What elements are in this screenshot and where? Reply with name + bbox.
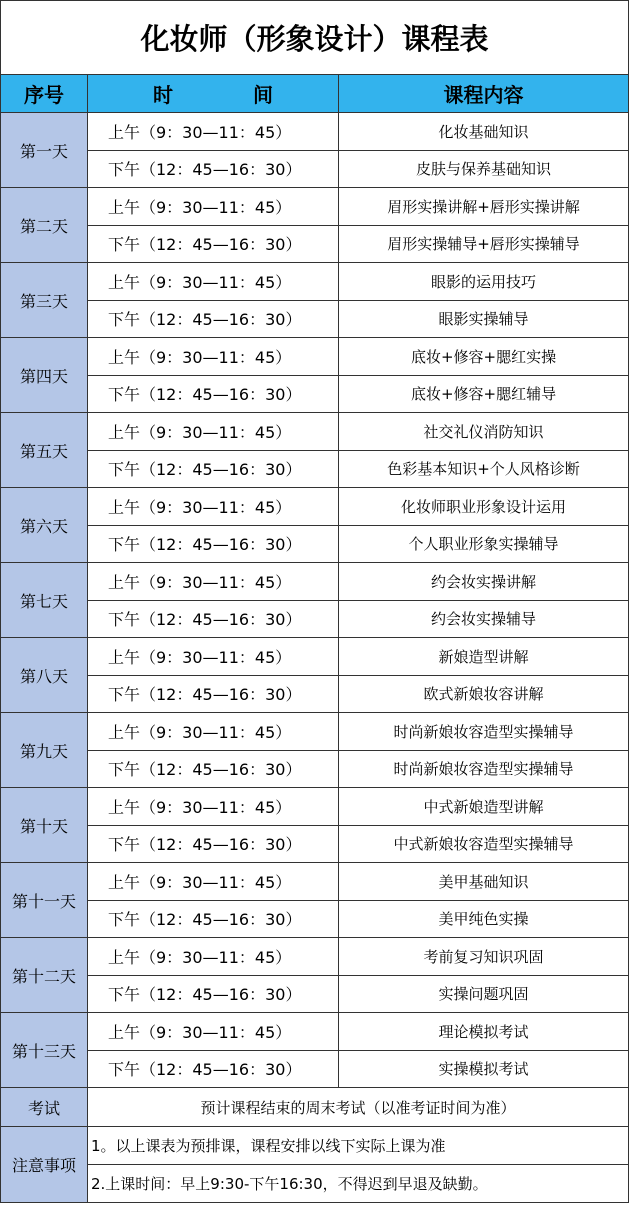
session-content: 眼影实操辅导	[339, 300, 629, 338]
header-time	[88, 75, 339, 113]
session-time: 下午（12：45—16：30）	[88, 600, 339, 638]
session-time: 上午（9：30—11：45）	[88, 788, 339, 826]
session-time: 上午（9：30—11：45）	[88, 563, 339, 601]
table-row	[1, 900, 629, 938]
table-row	[1, 788, 629, 826]
session-content: 个人职业形象实操辅导	[339, 525, 629, 563]
session-content: 实操问题巩固	[339, 975, 629, 1013]
session-content: 实操模拟考试	[339, 1050, 629, 1088]
session-time: 下午（12：45—16：30）	[88, 525, 339, 563]
table-row	[1, 863, 629, 901]
header-time-b: 间	[253, 83, 273, 107]
session-time: 下午（12：45—16：30）	[88, 450, 339, 488]
day-label: 第十天	[1, 788, 88, 863]
table-row	[1, 225, 629, 263]
session-time: 下午（12：45—16：30）	[88, 825, 339, 863]
session-time: 上午（9：30—11：45）	[88, 263, 339, 301]
table-row	[1, 638, 629, 676]
table-row	[1, 375, 629, 413]
day-label: 第一天	[1, 113, 88, 188]
day-label: 第五天	[1, 413, 88, 488]
day-label: 第六天	[1, 488, 88, 563]
header-time-a: 时	[153, 83, 173, 107]
table-row	[1, 975, 629, 1013]
day-label: 第二天	[1, 188, 88, 263]
session-content: 考前复习知识巩固	[339, 938, 629, 976]
session-time: 下午（12：45—16：30）	[88, 225, 339, 263]
session-time: 下午（12：45—16：30）	[88, 975, 339, 1013]
table-row	[1, 713, 629, 751]
session-content: 皮肤与保养基础知识	[339, 150, 629, 188]
table-row	[1, 525, 629, 563]
table-row	[1, 600, 629, 638]
session-content: 欧式新娘妆容讲解	[339, 675, 629, 713]
header-index: 序号	[1, 75, 88, 113]
notes-label: 注意事项	[1, 1127, 88, 1203]
day-label: 第四天	[1, 338, 88, 413]
table-row	[1, 113, 629, 151]
session-time: 上午（9：30—11：45）	[88, 113, 339, 151]
table-row	[1, 488, 629, 526]
session-time: 上午（9：30—11：45）	[88, 413, 339, 451]
session-content: 约会妆实操讲解	[339, 563, 629, 601]
session-content: 眉形实操讲解+唇形实操讲解	[339, 188, 629, 226]
table-row	[1, 750, 629, 788]
session-content: 美甲纯色实操	[339, 900, 629, 938]
session-time: 下午（12：45—16：30）	[88, 375, 339, 413]
session-content: 色彩基本知识+个人风格诊断	[339, 450, 629, 488]
session-content: 理论模拟考试	[339, 1013, 629, 1051]
session-content: 中式新娘造型讲解	[339, 788, 629, 826]
session-time: 下午（12：45—16：30）	[88, 900, 339, 938]
session-time: 上午（9：30—11：45）	[88, 1013, 339, 1051]
session-time: 上午（9：30—11：45）	[88, 488, 339, 526]
note-item: 2.上课时间：早上9:30-下午16:30，不得迟到早退及缺勤。	[88, 1165, 629, 1203]
session-content: 新娘造型讲解	[339, 638, 629, 676]
session-time: 上午（9：30—11：45）	[88, 188, 339, 226]
table-row	[1, 1013, 629, 1051]
table-row	[1, 188, 629, 226]
table-row	[1, 675, 629, 713]
day-label: 第十二天	[1, 938, 88, 1013]
session-content: 底妆+修容+腮红实操	[339, 338, 629, 376]
table-row	[1, 563, 629, 601]
table-row	[1, 1050, 629, 1088]
page-title: 化妆师（形象设计）课程表	[1, 1, 629, 75]
exam-text: 预计课程结束的周末考试（以准考证时间为准）	[88, 1088, 629, 1127]
table-row	[1, 413, 629, 451]
session-content: 约会妆实操辅导	[339, 600, 629, 638]
session-content: 化妆基础知识	[339, 113, 629, 151]
day-label: 第九天	[1, 713, 88, 788]
session-time: 下午（12：45—16：30）	[88, 750, 339, 788]
session-time: 下午（12：45—16：30）	[88, 1050, 339, 1088]
day-label: 第七天	[1, 563, 88, 638]
day-label: 第八天	[1, 638, 88, 713]
session-content: 时尚新娘妆容造型实操辅导	[339, 750, 629, 788]
session-time: 上午（9：30—11：45）	[88, 713, 339, 751]
session-content: 底妆+修容+腮红辅导	[339, 375, 629, 413]
session-time: 上午（9：30—11：45）	[88, 338, 339, 376]
session-content: 时尚新娘妆容造型实操辅导	[339, 713, 629, 751]
session-content: 中式新娘妆容造型实操辅导	[339, 825, 629, 863]
header-content: 课程内容	[339, 75, 629, 113]
day-label: 第十一天	[1, 863, 88, 938]
session-time: 上午（9：30—11：45）	[88, 938, 339, 976]
session-content: 眉形实操辅导+唇形实操辅导	[339, 225, 629, 263]
session-time: 上午（9：30—11：45）	[88, 863, 339, 901]
table-row	[1, 338, 629, 376]
day-label: 第三天	[1, 263, 88, 338]
exam-label: 考试	[1, 1088, 88, 1127]
table-row	[1, 150, 629, 188]
day-label: 第十三天	[1, 1013, 88, 1088]
session-content: 眼影的运用技巧	[339, 263, 629, 301]
table-row	[1, 300, 629, 338]
table-row	[1, 450, 629, 488]
table-row	[1, 263, 629, 301]
table-row	[1, 825, 629, 863]
session-time: 下午（12：45—16：30）	[88, 300, 339, 338]
session-content: 社交礼仪消防知识	[339, 413, 629, 451]
table-row	[1, 938, 629, 976]
session-time: 下午（12：45—16：30）	[88, 675, 339, 713]
note-item: 1。以上课表为预排课，课程安排以线下实际上课为准	[88, 1127, 629, 1165]
session-content: 美甲基础知识	[339, 863, 629, 901]
session-time: 上午（9：30—11：45）	[88, 638, 339, 676]
session-time: 下午（12：45—16：30）	[88, 150, 339, 188]
session-content: 化妆师职业形象设计运用	[339, 488, 629, 526]
